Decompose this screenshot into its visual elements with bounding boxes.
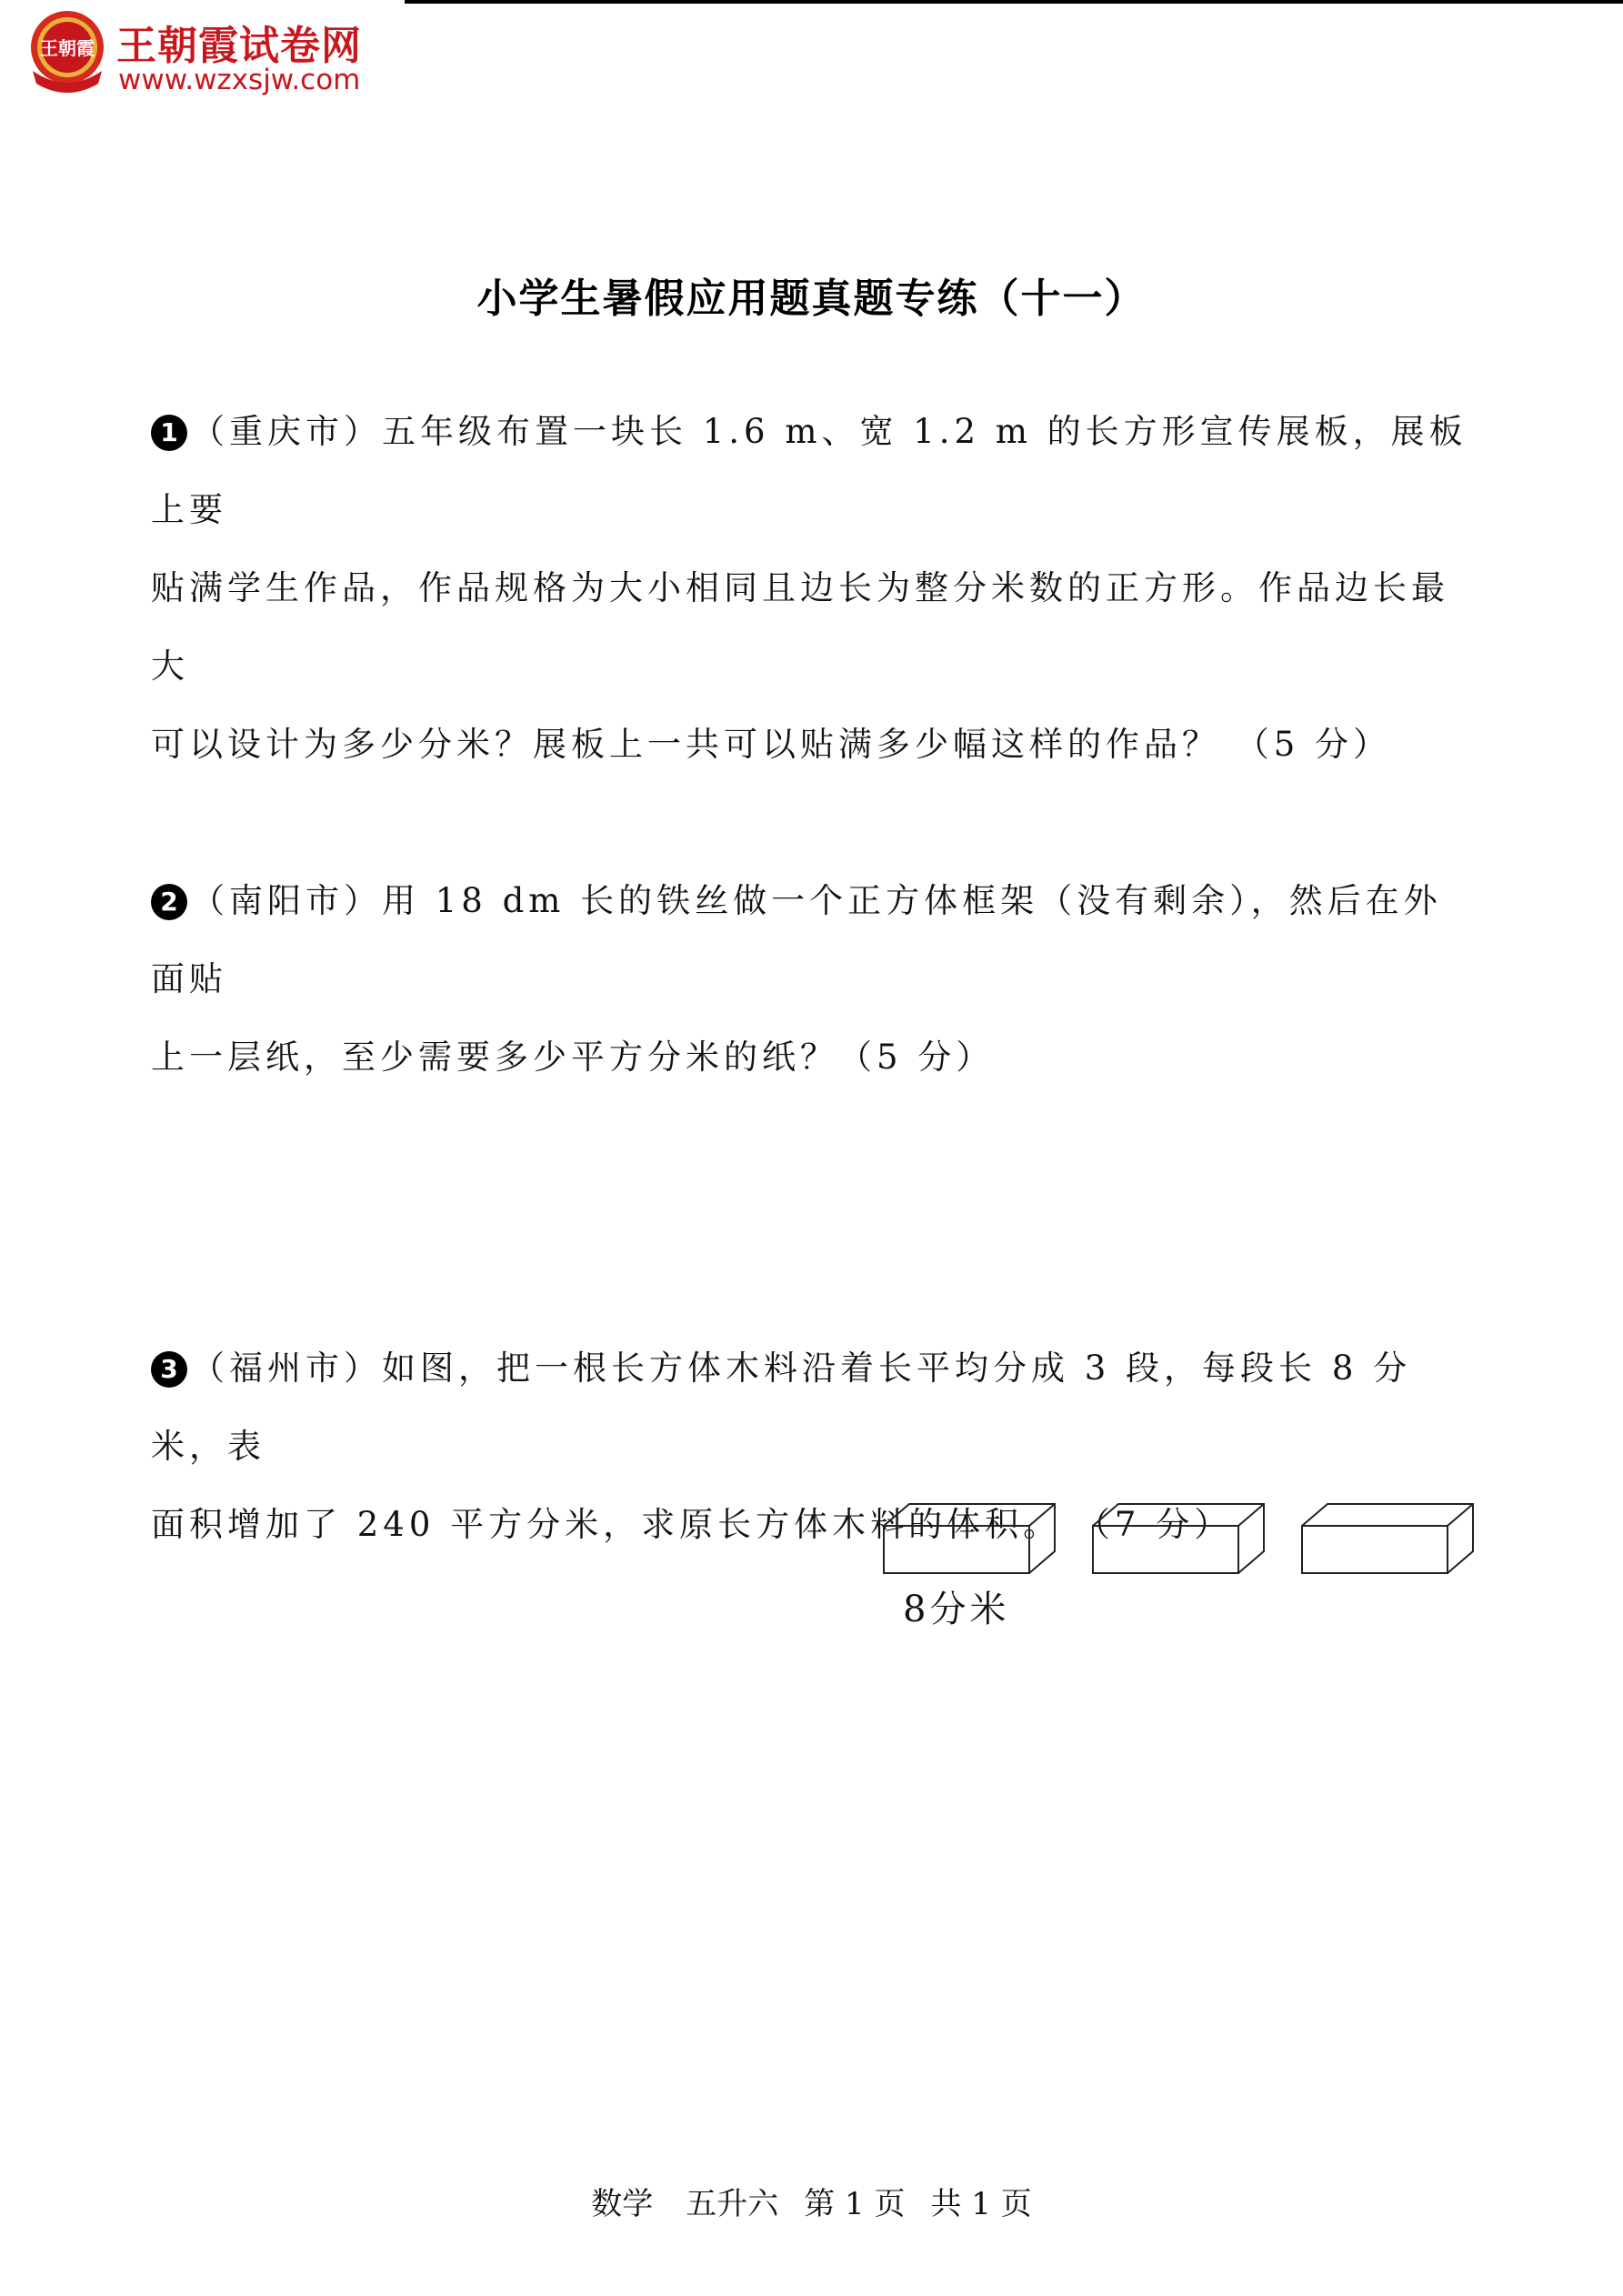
- question-line: 可以设计为多少分米？展板上一共可以贴满多少幅这样的作品？ （5 分）: [151, 725, 1392, 764]
- wood-piece-3: [1302, 1504, 1473, 1573]
- question-line: 贴满学生作品，作品规格为大小相同且边长为整分米数的正方形。作品边长最大: [151, 568, 1449, 686]
- brand-name: 王朝霞试卷网: [116, 23, 362, 69]
- page-title: 小学生暑假应用题真题专练（十一）: [476, 276, 1147, 322]
- top-rule: [405, 0, 1623, 4]
- wood-piece-1: [884, 1504, 1055, 1573]
- question-line: [151, 1329, 1478, 1486]
- figure-length-label: 8分米: [903, 1589, 1010, 1630]
- seal-icon: [25, 7, 109, 98]
- question-line: [151, 862, 1478, 1018]
- footer-grade: 五升六: [686, 2186, 779, 2222]
- question-number-badge: 1: [151, 415, 187, 451]
- question-text: （福州市）如图，把一根长方体木料沿着长平均分成 3 段，每段长 8 分米，表: [151, 1349, 1412, 1466]
- page-footer: [0, 2179, 1623, 2223]
- brand-url[interactable]: www.wzxsjw.com: [118, 64, 361, 96]
- question-line: 面积增加了 240 平方分米，求原长方体木料的体积。 （7 分）: [151, 1505, 1233, 1544]
- question-line: [151, 393, 1478, 549]
- question-number-badge: 2: [151, 884, 187, 920]
- svg-text:王朝霞: 王朝霞: [40, 37, 95, 59]
- wood-piece-2: [1093, 1504, 1264, 1573]
- footer-subject: 数学: [591, 2186, 654, 2222]
- footer-total: 共 1 页: [930, 2186, 1032, 2222]
- site-logo[interactable]: [25, 7, 426, 107]
- footer-page: 第 1 页: [804, 2186, 906, 2222]
- question-line: 上一层纸，至少需要多少平方分米的纸？（5 分）: [151, 1038, 995, 1077]
- question-2: [151, 862, 1478, 1097]
- question-1: [151, 393, 1478, 784]
- question-number-badge: 3: [151, 1351, 187, 1388]
- question-text: （南阳市）用 18 dm 长的铁丝做一个正方体框架（没有剩余），然后在外面贴: [151, 881, 1442, 998]
- question-text: （重庆市）五年级布置一块长 1.6 m、宽 1.2 m 的长方形宣传展板，展板上要: [151, 412, 1468, 529]
